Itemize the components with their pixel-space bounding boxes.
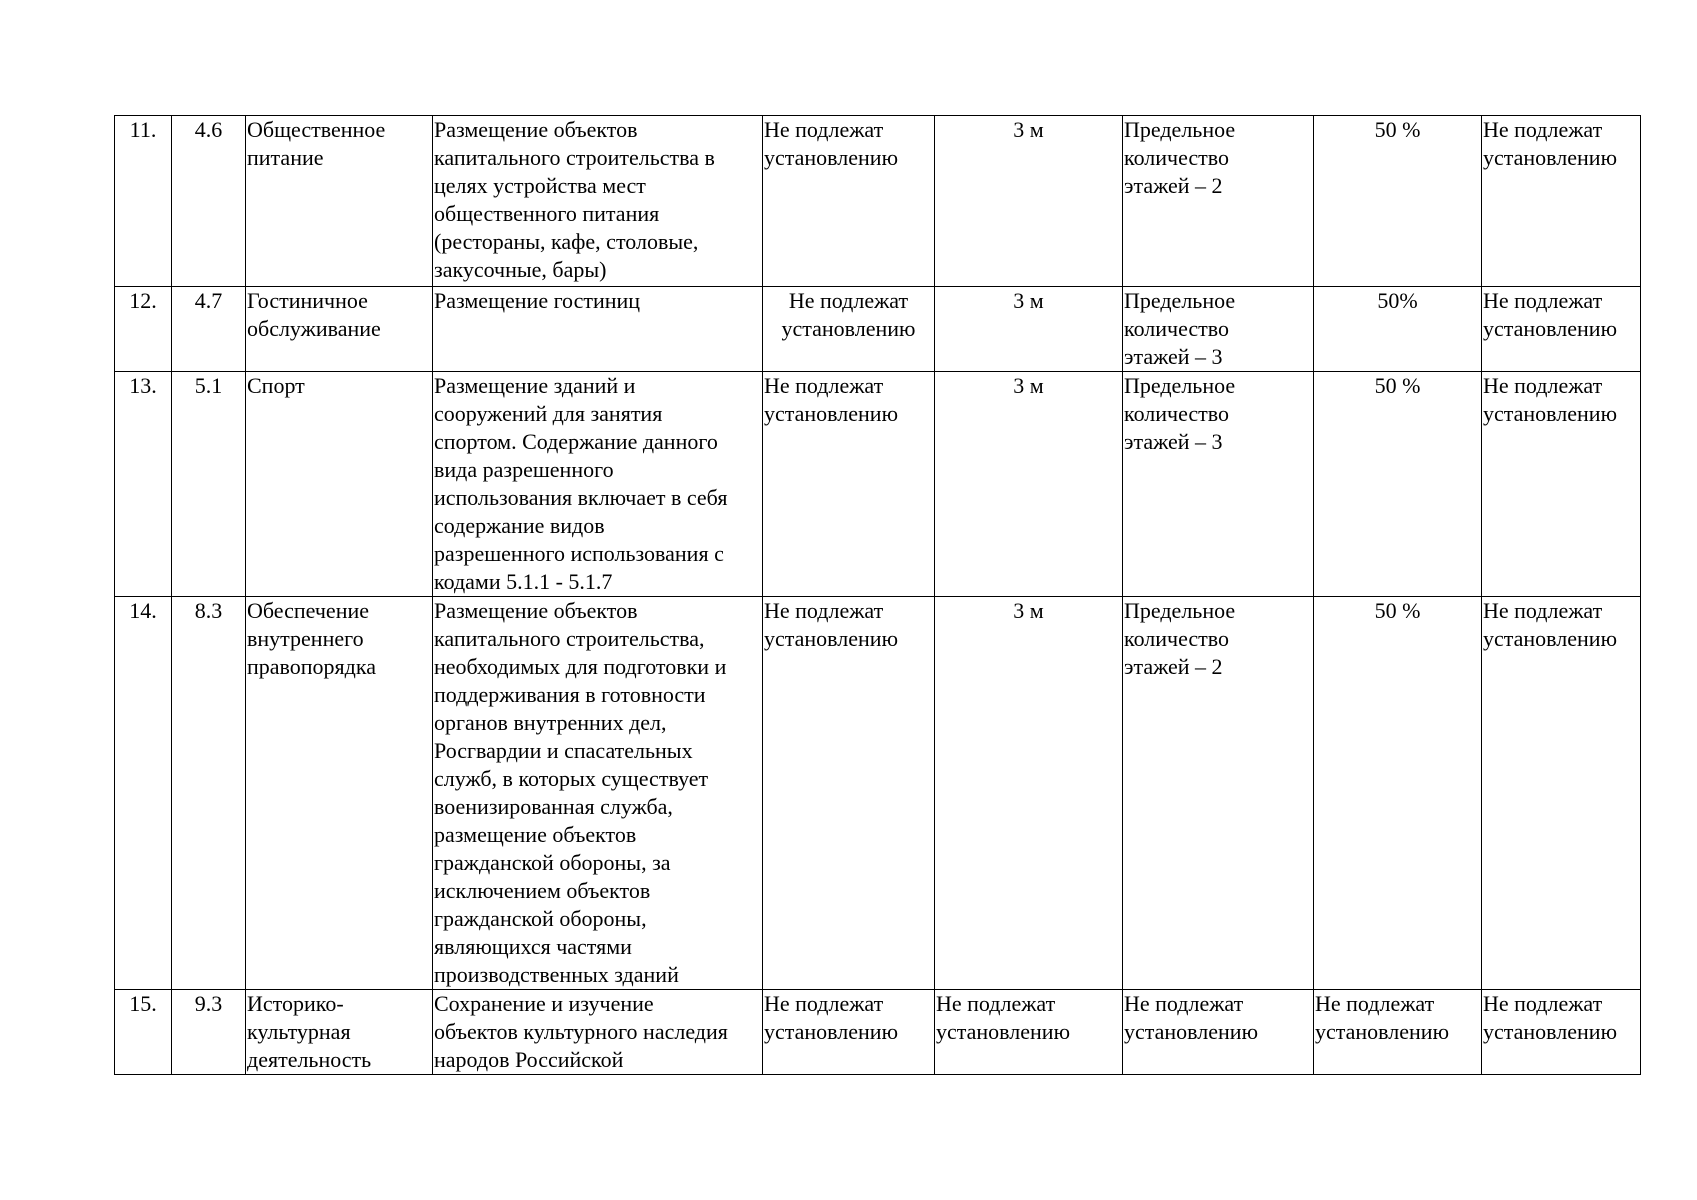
coverage-value: 50% xyxy=(1314,287,1482,372)
row-number: 15. xyxy=(115,990,172,1075)
min-size-value: Не подлежат установлению xyxy=(763,287,935,372)
setback-value: Не подлежат установлению xyxy=(935,990,1123,1075)
other-value: Не подлежат установлению xyxy=(1482,287,1641,372)
coverage-value: 50 % xyxy=(1314,372,1482,597)
setback-value: 3 м xyxy=(935,116,1123,287)
use-description: Размещение гостиниц xyxy=(433,287,763,372)
coverage-value: 50 % xyxy=(1314,116,1482,287)
use-description: Размещение объектов капитального строительства в целях устройства мест общественного питания (рестораны, кафе, столовые, закусочные, бары) xyxy=(433,116,763,287)
use-code: 8.3 xyxy=(172,597,246,990)
floors-value: Предельное количество этажей – 3 xyxy=(1123,287,1314,372)
use-description: Размещение зданий и сооружений для занятия спортом. Содержание данного вида разрешенного использования включает в себя содержание видов разрешенного использования с кодами 5.1.1 - 5.1.7 xyxy=(433,372,763,597)
other-value: Не подлежат установлению xyxy=(1482,372,1641,597)
land-use-table xyxy=(114,115,1641,1075)
floors-value: Предельное количество этажей – 3 xyxy=(1123,372,1314,597)
table-row xyxy=(115,990,1641,1075)
setback-value: 3 м xyxy=(935,597,1123,990)
floors-value: Предельное количество этажей – 2 xyxy=(1123,597,1314,990)
table-row xyxy=(115,372,1641,597)
use-description: Сохранение и изучение объектов культурного наследия народов Российской xyxy=(433,990,763,1075)
coverage-value: 50 % xyxy=(1314,597,1482,990)
other-value: Не подлежат установлению xyxy=(1482,990,1641,1075)
use-name: Гостиничное обслуживание xyxy=(246,287,433,372)
floors-value: Предельное количество этажей – 2 xyxy=(1123,116,1314,287)
use-code: 9.3 xyxy=(172,990,246,1075)
min-size-value: Не подлежат установлению xyxy=(763,597,935,990)
setback-value: 3 м xyxy=(935,372,1123,597)
table-row xyxy=(115,116,1641,287)
use-name: Спорт xyxy=(246,372,433,597)
min-size-value: Не подлежат установлению xyxy=(763,372,935,597)
row-number: 11. xyxy=(115,116,172,287)
use-name: Историко- культурная деятельность xyxy=(246,990,433,1075)
other-value: Не подлежат установлению xyxy=(1482,116,1641,287)
use-name: Обеспечение внутреннего правопорядка xyxy=(246,597,433,990)
setback-value: 3 м xyxy=(935,287,1123,372)
use-code: 4.6 xyxy=(172,116,246,287)
table-row xyxy=(115,597,1641,990)
min-size-value: Не подлежат установлению xyxy=(763,990,935,1075)
min-size-value: Не подлежат установлению xyxy=(763,116,935,287)
use-code: 4.7 xyxy=(172,287,246,372)
row-number: 13. xyxy=(115,372,172,597)
use-description: Размещение объектов капитального строительства, необходимых для подготовки и поддерживания в готовности органов внутренних дел, Росгвардии и спасательных служб, в которых существует военизированная служба, размещение объектов гражданской обороны, за исключением объектов гражданской обороны, являющихся частями производственных зданий xyxy=(433,597,763,990)
row-number: 12. xyxy=(115,287,172,372)
other-value: Не подлежат установлению xyxy=(1482,597,1641,990)
table-row xyxy=(115,287,1641,372)
row-number: 14. xyxy=(115,597,172,990)
floors-value: Не подлежат установлению xyxy=(1123,990,1314,1075)
use-name: Общественное питание xyxy=(246,116,433,287)
coverage-value: Не подлежат установлению xyxy=(1314,990,1482,1075)
use-code: 5.1 xyxy=(172,372,246,597)
